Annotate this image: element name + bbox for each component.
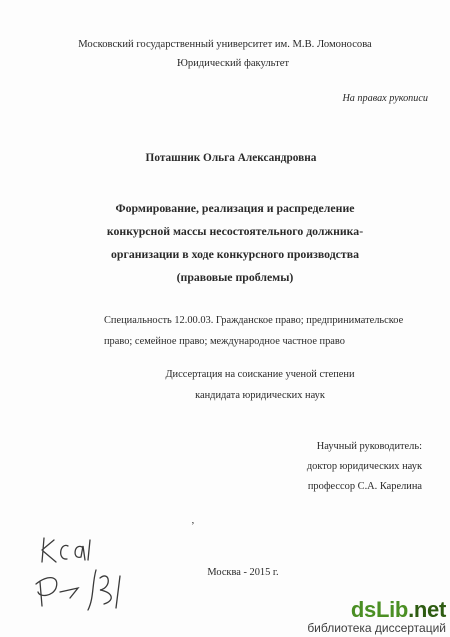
degree-line: Диссертация на соискание ученой степени [165,369,355,380]
watermark-subtitle: библиотека диссертаций [307,621,446,635]
title-line: организации в ходе конкурсного производства [111,247,359,261]
degree-statement [130,364,390,406]
watermark [307,598,446,635]
watermark-logo-part1: dsLib [350,597,409,622]
supervisor-name: профессор С.А. Карелина [307,481,422,492]
watermark-logo-part2: .net [408,597,446,622]
author-name: Поташник Ольга Александровна [145,152,317,164]
manuscript-note: На правах рукописи [342,93,428,104]
title-line: конкурсной массы несостоятельного должника- [106,224,364,238]
specialty [104,310,403,352]
faculty-name: Юридический факультет [176,58,290,69]
supervisor-label: Научный руководитель: [316,441,422,452]
specialty-line: Специальность 12.00.03. Гражданское право; предпринимательское [104,315,404,326]
supervisor-degree: доктор юридических наук [306,461,422,472]
dissertation-title [60,197,410,289]
title-line: (правовые проблемы) [176,270,294,284]
university-name: Московский государственный университет им. М.В. Ломоносова [78,39,372,50]
stray-mark: ʼ [191,520,195,532]
title-line: Формирование, реализация и распределение [115,201,355,215]
watermark-logo [307,598,446,622]
degree-line: кандидата юридических наук [195,390,325,401]
city-year: Москва - 2015 г. [207,567,279,578]
supervisor-block [307,437,422,497]
specialty-line: право; семейное право; международное частное право [104,336,345,347]
